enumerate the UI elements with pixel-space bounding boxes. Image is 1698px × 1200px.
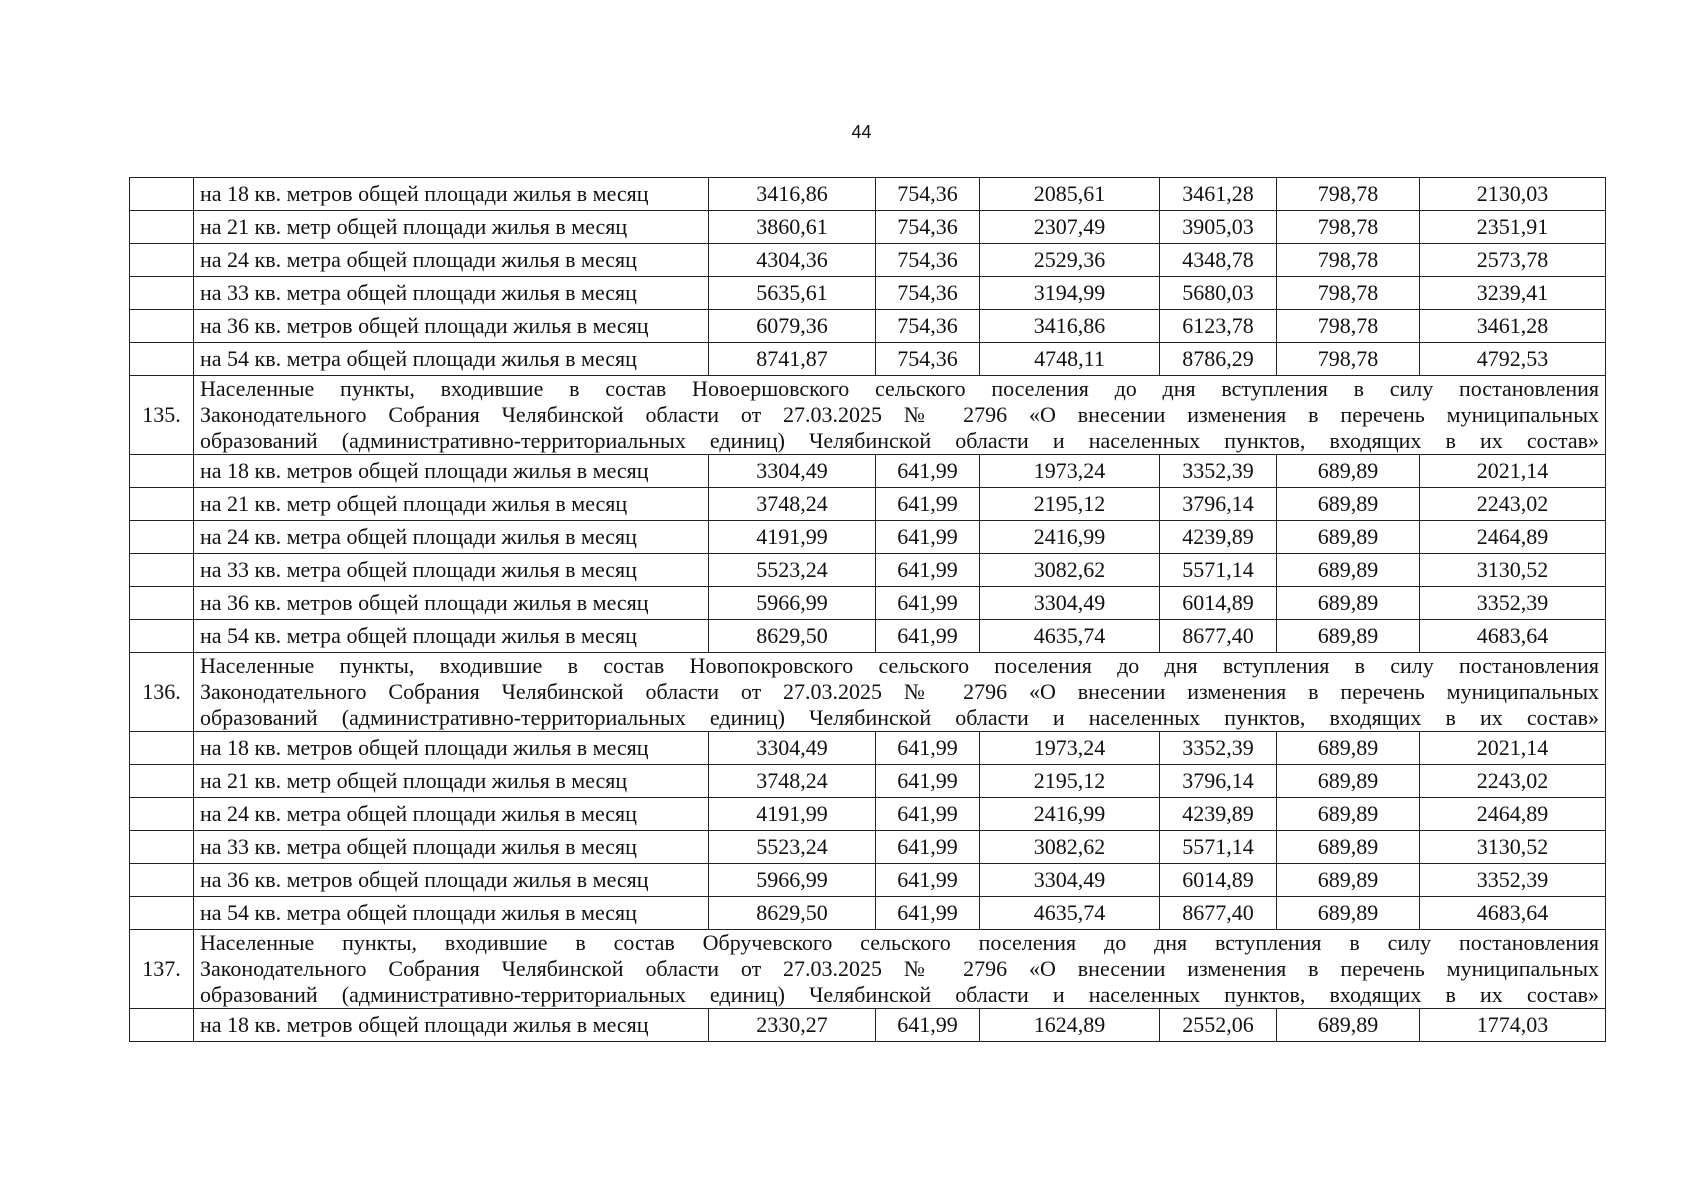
- row-value-2: 641,99: [876, 521, 980, 554]
- row-label: на 18 кв. метров общей площади жилья в месяц: [194, 1009, 709, 1042]
- row-value-5: 798,78: [1277, 277, 1420, 310]
- row-value-3: 1973,24: [980, 455, 1160, 488]
- row-number-cell: [130, 178, 194, 211]
- tariff-table: [129, 177, 1606, 1042]
- row-number-cell: [130, 765, 194, 798]
- row-value-2: 641,99: [876, 620, 980, 653]
- row-label: на 24 кв. метра общей площади жилья в месяц: [194, 798, 709, 831]
- row-value-1: 3748,24: [709, 488, 876, 521]
- row-value-3: 2307,49: [980, 211, 1160, 244]
- row-number-cell: [130, 554, 194, 587]
- row-value-6: 4683,64: [1420, 897, 1606, 930]
- row-number-cell: [130, 521, 194, 554]
- row-number-cell: [130, 343, 194, 376]
- row-value-4: 6014,89: [1160, 587, 1277, 620]
- row-value-2: 641,99: [876, 864, 980, 897]
- row-value-6: 3239,41: [1420, 277, 1606, 310]
- section-number: 135.: [130, 376, 194, 455]
- row-value-6: 3352,39: [1420, 587, 1606, 620]
- row-value-2: 641,99: [876, 897, 980, 930]
- row-value-1: 2330,27: [709, 1009, 876, 1042]
- row-number-cell: [130, 897, 194, 930]
- row-number-cell: [130, 864, 194, 897]
- table-row: [130, 211, 1606, 244]
- row-value-6: 2021,14: [1420, 455, 1606, 488]
- section-description: [194, 376, 1606, 455]
- row-number-cell: [130, 620, 194, 653]
- row-value-2: 641,99: [876, 798, 980, 831]
- row-label: на 21 кв. метр общей площади жилья в месяц: [194, 488, 709, 521]
- row-label: на 24 кв. метра общей площади жилья в месяц: [194, 244, 709, 277]
- row-value-6: 2021,14: [1420, 732, 1606, 765]
- row-value-6: 2243,02: [1420, 765, 1606, 798]
- row-value-5: 689,89: [1277, 521, 1420, 554]
- row-value-4: 8677,40: [1160, 897, 1277, 930]
- row-value-3: 3304,49: [980, 864, 1160, 897]
- table-body: [130, 178, 1606, 1042]
- row-value-4: 2552,06: [1160, 1009, 1277, 1042]
- row-value-4: 6014,89: [1160, 864, 1277, 897]
- row-value-3: 3416,86: [980, 310, 1160, 343]
- row-value-2: 641,99: [876, 455, 980, 488]
- row-label: на 18 кв. метров общей площади жилья в месяц: [194, 178, 709, 211]
- section-line: Населенные пункты, входившие в состав Новоершовского сельского поселения до дня вступления в силу постановления: [200, 376, 1599, 401]
- table-row: [130, 554, 1606, 587]
- row-number-cell: [130, 488, 194, 521]
- row-number-cell: [130, 732, 194, 765]
- table-row: [130, 343, 1606, 376]
- row-value-5: 798,78: [1277, 343, 1420, 376]
- table-row: [130, 587, 1606, 620]
- section-row: [130, 653, 1606, 732]
- row-value-4: 4239,89: [1160, 521, 1277, 554]
- row-value-1: 3860,61: [709, 211, 876, 244]
- row-value-4: 4348,78: [1160, 244, 1277, 277]
- row-value-3: 3194,99: [980, 277, 1160, 310]
- section-line: Законодательного Собрания Челябинской области от 27.03.2025 № 2796 «О внесении изменения в перечень муниципальных: [200, 402, 1599, 427]
- row-value-6: 4683,64: [1420, 620, 1606, 653]
- row-value-2: 641,99: [876, 488, 980, 521]
- table-row: [130, 732, 1606, 765]
- row-number-cell: [130, 587, 194, 620]
- section-line: Населенные пункты, входившие в состав Обручевского сельского поселения до дня вступления в силу постановления: [200, 930, 1599, 955]
- row-value-4: 6123,78: [1160, 310, 1277, 343]
- row-number-cell: [130, 310, 194, 343]
- row-value-5: 689,89: [1277, 587, 1420, 620]
- row-value-1: 4191,99: [709, 521, 876, 554]
- row-value-5: 689,89: [1277, 1009, 1420, 1042]
- row-value-5: 689,89: [1277, 897, 1420, 930]
- section-line: Законодательного Собрания Челябинской области от 27.03.2025 № 2796 «О внесении изменения в перечень муниципальных: [200, 679, 1599, 704]
- row-number-cell: [130, 244, 194, 277]
- row-value-5: 798,78: [1277, 211, 1420, 244]
- row-value-4: 3796,14: [1160, 488, 1277, 521]
- row-value-2: 641,99: [876, 554, 980, 587]
- row-value-3: 2195,12: [980, 488, 1160, 521]
- row-value-4: 3352,39: [1160, 732, 1277, 765]
- row-value-4: 5680,03: [1160, 277, 1277, 310]
- row-value-1: 5523,24: [709, 554, 876, 587]
- table-row: [130, 831, 1606, 864]
- row-label: на 24 кв. метра общей площади жилья в месяц: [194, 521, 709, 554]
- row-value-6: 2130,03: [1420, 178, 1606, 211]
- row-value-5: 798,78: [1277, 244, 1420, 277]
- table-row: [130, 521, 1606, 554]
- row-value-1: 4191,99: [709, 798, 876, 831]
- row-value-1: 3304,49: [709, 732, 876, 765]
- table-row: [130, 1009, 1606, 1042]
- row-value-3: 4635,74: [980, 620, 1160, 653]
- row-value-6: 2464,89: [1420, 521, 1606, 554]
- row-value-2: 641,99: [876, 732, 980, 765]
- table-row: [130, 620, 1606, 653]
- row-value-3: 2529,36: [980, 244, 1160, 277]
- table-row: [130, 455, 1606, 488]
- row-value-2: 641,99: [876, 587, 980, 620]
- row-value-1: 5523,24: [709, 831, 876, 864]
- section-line: образований (административно-территориальных единиц) Челябинской области и населенных пунктов, входящих в их состав»: [200, 982, 1599, 1007]
- row-value-6: 2573,78: [1420, 244, 1606, 277]
- row-value-6: 2351,91: [1420, 211, 1606, 244]
- table-row: [130, 897, 1606, 930]
- row-number-cell: [130, 831, 194, 864]
- row-value-3: 3304,49: [980, 587, 1160, 620]
- row-value-2: 754,36: [876, 277, 980, 310]
- row-label: на 36 кв. метров общей площади жилья в месяц: [194, 864, 709, 897]
- row-value-2: 754,36: [876, 343, 980, 376]
- row-value-4: 3461,28: [1160, 178, 1277, 211]
- row-value-3: 3082,62: [980, 831, 1160, 864]
- table-row: [130, 310, 1606, 343]
- row-value-3: 4635,74: [980, 897, 1160, 930]
- row-value-3: 2416,99: [980, 798, 1160, 831]
- row-value-1: 3416,86: [709, 178, 876, 211]
- row-label: на 21 кв. метр общей площади жилья в месяц: [194, 765, 709, 798]
- row-value-4: 5571,14: [1160, 831, 1277, 864]
- table-row: [130, 244, 1606, 277]
- row-label: на 33 кв. метра общей площади жилья в месяц: [194, 277, 709, 310]
- row-value-6: 3352,39: [1420, 864, 1606, 897]
- row-label: на 18 кв. метров общей площади жилья в месяц: [194, 455, 709, 488]
- row-value-1: 8741,87: [709, 343, 876, 376]
- row-value-6: 3130,52: [1420, 831, 1606, 864]
- row-value-6: 4792,53: [1420, 343, 1606, 376]
- section-number: 136.: [130, 653, 194, 732]
- row-value-3: 2085,61: [980, 178, 1160, 211]
- table-row: [130, 798, 1606, 831]
- row-value-1: 3304,49: [709, 455, 876, 488]
- row-value-3: 4748,11: [980, 343, 1160, 376]
- row-value-5: 689,89: [1277, 765, 1420, 798]
- row-label: на 36 кв. метров общей площади жилья в месяц: [194, 310, 709, 343]
- row-value-1: 4304,36: [709, 244, 876, 277]
- row-value-3: 3082,62: [980, 554, 1160, 587]
- row-value-5: 689,89: [1277, 864, 1420, 897]
- row-value-4: 3352,39: [1160, 455, 1277, 488]
- row-value-4: 3905,03: [1160, 211, 1277, 244]
- row-value-5: 689,89: [1277, 798, 1420, 831]
- row-label: на 21 кв. метр общей площади жилья в месяц: [194, 211, 709, 244]
- row-value-1: 5635,61: [709, 277, 876, 310]
- row-label: на 54 кв. метра общей площади жилья в месяц: [194, 897, 709, 930]
- row-value-6: 2243,02: [1420, 488, 1606, 521]
- table-row: [130, 864, 1606, 897]
- row-value-2: 641,99: [876, 765, 980, 798]
- row-number-cell: [130, 455, 194, 488]
- row-label: на 54 кв. метра общей площади жилья в месяц: [194, 620, 709, 653]
- row-value-1: 8629,50: [709, 620, 876, 653]
- section-line: Законодательного Собрания Челябинской области от 27.03.2025 № 2796 «О внесении изменения в перечень муниципальных: [200, 956, 1599, 981]
- table-row: [130, 277, 1606, 310]
- row-value-1: 5966,99: [709, 864, 876, 897]
- table-row: [130, 488, 1606, 521]
- row-value-6: 3461,28: [1420, 310, 1606, 343]
- row-value-2: 641,99: [876, 1009, 980, 1042]
- row-value-1: 8629,50: [709, 897, 876, 930]
- section-description: [194, 930, 1606, 1009]
- row-value-4: 3796,14: [1160, 765, 1277, 798]
- section-line: образований (административно-территориальных единиц) Челябинской области и населенных пунктов, входящих в их состав»: [200, 705, 1599, 730]
- table-row: [130, 178, 1606, 211]
- section-row: [130, 930, 1606, 1009]
- section-row: [130, 376, 1606, 455]
- section-line: образований (административно-территориальных единиц) Челябинской области и населенных пунктов, входящих в их состав»: [200, 428, 1599, 453]
- row-value-3: 2195,12: [980, 765, 1160, 798]
- row-number-cell: [130, 277, 194, 310]
- section-number: 137.: [130, 930, 194, 1009]
- row-value-3: 2416,99: [980, 521, 1160, 554]
- row-number-cell: [130, 1009, 194, 1042]
- row-value-5: 689,89: [1277, 620, 1420, 653]
- row-label: на 33 кв. метра общей площади жилья в месяц: [194, 554, 709, 587]
- row-value-5: 689,89: [1277, 554, 1420, 587]
- row-value-4: 8786,29: [1160, 343, 1277, 376]
- row-value-3: 1973,24: [980, 732, 1160, 765]
- row-value-6: 2464,89: [1420, 798, 1606, 831]
- row-value-5: 798,78: [1277, 310, 1420, 343]
- row-value-6: 1774,03: [1420, 1009, 1606, 1042]
- row-value-2: 754,36: [876, 310, 980, 343]
- row-value-2: 754,36: [876, 178, 980, 211]
- row-value-4: 4239,89: [1160, 798, 1277, 831]
- row-value-5: 798,78: [1277, 178, 1420, 211]
- row-value-5: 689,89: [1277, 488, 1420, 521]
- section-line: Населенные пункты, входившие в состав Новопокровского сельского поселения до дня вступления в силу постановления: [200, 653, 1599, 678]
- section-description: [194, 653, 1606, 732]
- row-value-1: 6079,36: [709, 310, 876, 343]
- row-label: на 36 кв. метров общей площади жилья в месяц: [194, 587, 709, 620]
- row-label: на 54 кв. метра общей площади жилья в месяц: [194, 343, 709, 376]
- row-value-1: 5966,99: [709, 587, 876, 620]
- row-value-2: 641,99: [876, 831, 980, 864]
- row-number-cell: [130, 798, 194, 831]
- row-value-3: 1624,89: [980, 1009, 1160, 1042]
- table-row: [130, 765, 1606, 798]
- row-value-4: 5571,14: [1160, 554, 1277, 587]
- row-label: на 33 кв. метра общей площади жилья в месяц: [194, 831, 709, 864]
- row-value-6: 3130,52: [1420, 554, 1606, 587]
- row-value-2: 754,36: [876, 244, 980, 277]
- row-value-5: 689,89: [1277, 831, 1420, 864]
- row-value-5: 689,89: [1277, 732, 1420, 765]
- page-number: 44: [851, 122, 872, 142]
- row-value-2: 754,36: [876, 211, 980, 244]
- row-label: на 18 кв. метров общей площади жилья в месяц: [194, 732, 709, 765]
- row-value-1: 3748,24: [709, 765, 876, 798]
- row-value-5: 689,89: [1277, 455, 1420, 488]
- row-number-cell: [130, 211, 194, 244]
- row-value-4: 8677,40: [1160, 620, 1277, 653]
